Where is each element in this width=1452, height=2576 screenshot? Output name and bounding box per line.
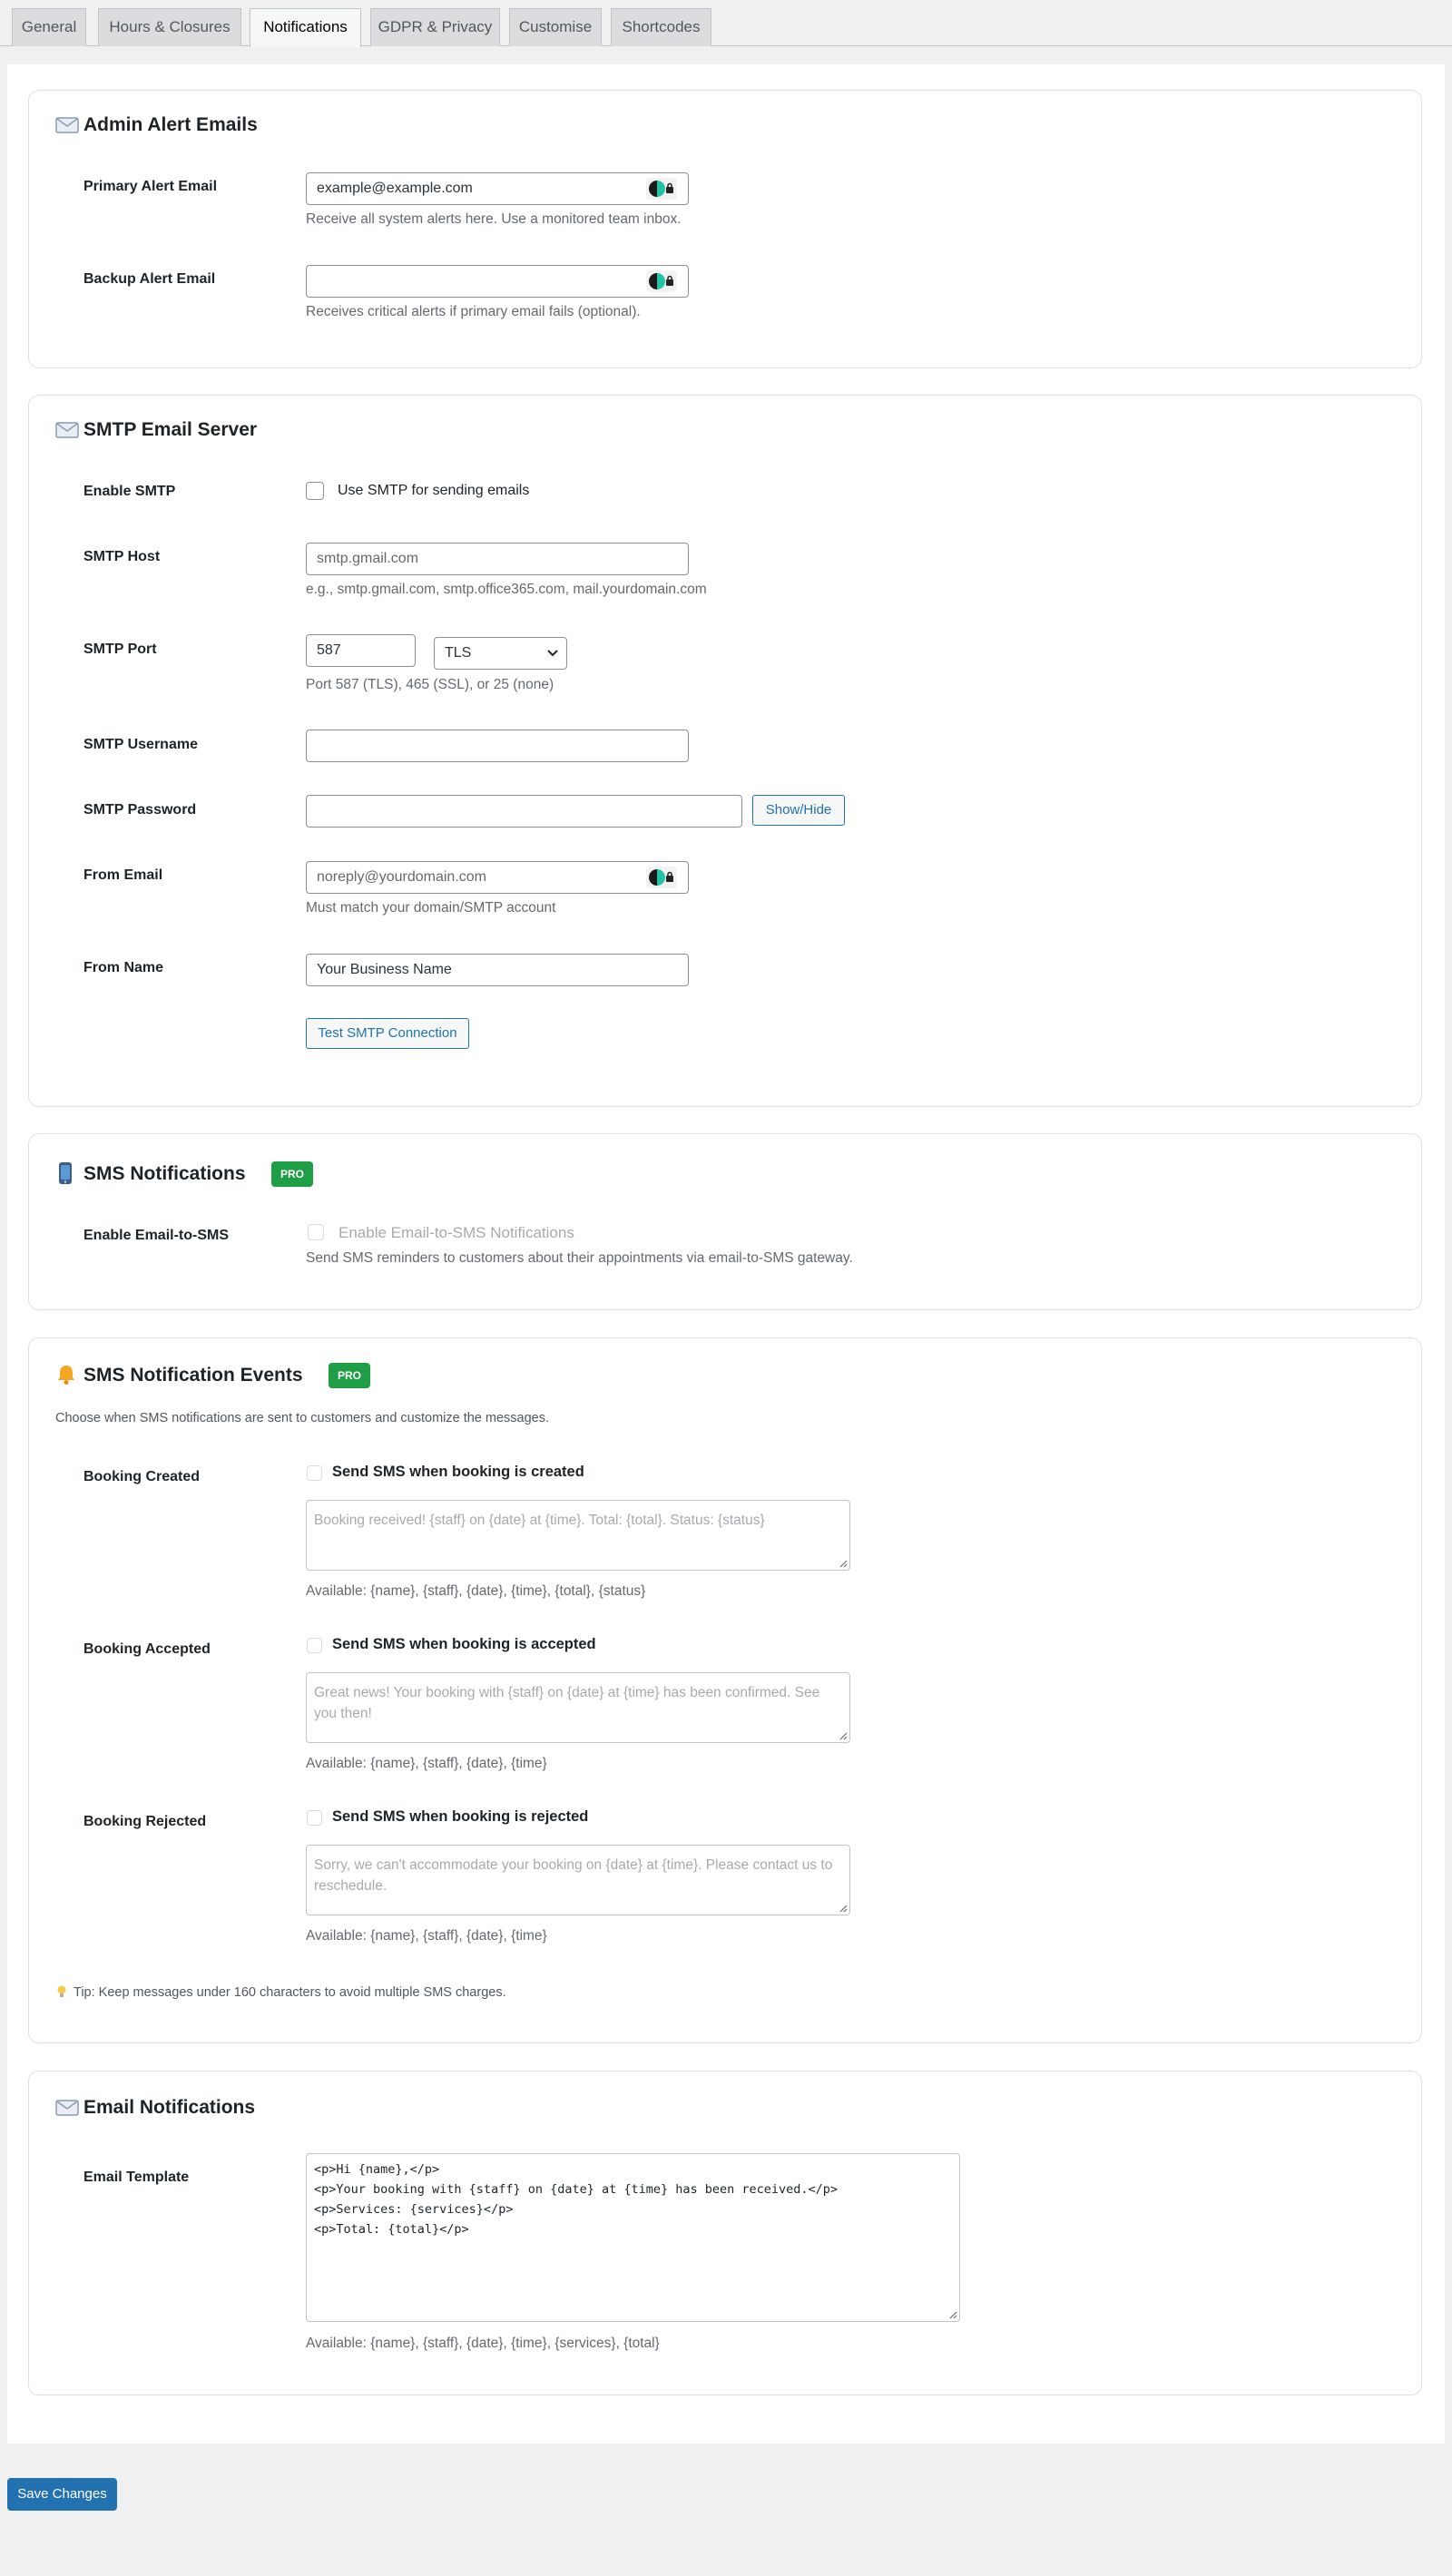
template-line: <p>Total: {total}</p> (314, 2222, 469, 2237)
smtp-username-input[interactable] (306, 730, 689, 762)
booking-accepted-message-textarea[interactable] (306, 1672, 850, 1743)
tab-hours-closures[interactable]: Hours & Closures (98, 8, 241, 46)
smtp-port-label: SMTP Port (83, 642, 157, 657)
from-email-label: From Email (83, 867, 163, 883)
template-line: <p>Hi {name},</p> (314, 2162, 440, 2177)
smtp-port-input[interactable]: 587 (306, 634, 416, 667)
booking-created-checkbox-label[interactable]: Send SMS when booking is created (332, 1464, 584, 1480)
bell-icon (56, 1364, 76, 1386)
email-notifications-card (28, 2071, 1422, 2395)
booking-created-available: Available: {name}, {staff}, {date}, {time}, {total}, {status} (306, 1583, 646, 1599)
booking-rejected-message-textarea[interactable] (306, 1845, 850, 1915)
card-title: SMTP Email Server (83, 419, 258, 440)
password-manager-icon[interactable] (646, 178, 677, 200)
card-title: SMS Notification Events (83, 1365, 303, 1386)
enable-smtp-checkbox[interactable] (306, 482, 324, 500)
email-template-label: Email Template (83, 2170, 190, 2185)
test-smtp-connection-button[interactable]: Test SMTP Connection (306, 1018, 469, 1049)
password-manager-icon[interactable] (646, 270, 677, 292)
enable-smtp-checkbox-label[interactable]: Use SMTP for sending emails (338, 483, 530, 498)
backup-alert-email-input[interactable] (306, 265, 689, 298)
primary-alert-email-input[interactable]: example@example.com (306, 172, 689, 205)
booking-rejected-checkbox-label[interactable]: Send SMS when booking is rejected (332, 1808, 589, 1825)
booking-rejected-label: Booking Rejected (83, 1814, 207, 1829)
settings-tabs (0, 0, 1452, 46)
resize-grip-icon[interactable] (839, 1904, 848, 1913)
smtp-port-help: Port 587 (TLS), 465 (SSL), or 25 (none) (306, 677, 554, 692)
resize-grip-icon[interactable] (839, 1559, 848, 1568)
phone-icon (56, 1161, 74, 1185)
smtp-encryption-value: TLS (445, 645, 472, 661)
from-name-input[interactable]: Your Business Name (306, 954, 689, 986)
password-manager-icon[interactable] (646, 867, 677, 888)
primary-alert-email-label: Primary Alert Email (83, 179, 218, 194)
textarea-placeholder: Booking received! {staff} on {date} at {time}. Total: {total}. Status: {status} (314, 1513, 765, 1528)
pro-badge: PRO (271, 1161, 313, 1187)
email-to-sms-help: Send SMS reminders to customers about their appointments via email-to-SMS gateway. (306, 1250, 853, 1266)
save-changes-button[interactable]: Save Changes (7, 2478, 117, 2511)
lightbulb-icon (57, 1985, 66, 1998)
booking-accepted-label: Booking Accepted (83, 1641, 211, 1657)
booking-created-label: Booking Created (83, 1469, 201, 1484)
email-template-textarea[interactable] (306, 2153, 960, 2322)
smtp-password-input[interactable] (306, 795, 742, 828)
booking-accepted-available: Available: {name}, {staff}, {date}, {time} (306, 1756, 547, 1771)
email-template-available: Available: {name}, {staff}, {date}, {time}, {services}, {total} (306, 2336, 660, 2351)
envelope-icon (55, 116, 79, 134)
smtp-email-server-card (28, 395, 1422, 1107)
smtp-password-label: SMTP Password (83, 802, 197, 818)
textarea-placeholder: Sorry, we can't accommodate your booking on {date} at {time}. Please contact us to reschedule. (314, 1857, 833, 1894)
from-name-label: From Name (83, 960, 164, 975)
card-title: Admin Alert Emails (83, 114, 258, 135)
admin-alert-emails-card (28, 90, 1422, 368)
from-email-help: Must match your domain/SMTP account (306, 900, 556, 916)
primary-alert-email-help: Receive all system alerts here. Use a monitored team inbox. (306, 211, 682, 227)
enable-smtp-label: Enable SMTP (83, 484, 176, 499)
card-title: SMS Notifications (83, 1163, 246, 1184)
smtp-host-label: SMTP Host (83, 549, 161, 564)
tab-shortcodes[interactable]: Shortcodes (611, 8, 711, 46)
envelope-icon (55, 421, 79, 439)
booking-rejected-checkbox[interactable] (307, 1810, 322, 1826)
settings-panel (7, 64, 1445, 2444)
sms-tip: Tip: Keep messages under 160 characters to avoid multiple SMS charges. (74, 1985, 506, 2000)
card-title: Email Notifications (83, 2097, 256, 2118)
textarea-placeholder: Great news! Your booking with {staff} on {date} at {time} has been confirmed. See you then! (314, 1685, 820, 1721)
sms-events-description: Choose when SMS notifications are sent to customers and customize the messages. (55, 1411, 550, 1425)
tab-customise[interactable]: Customise (509, 8, 602, 46)
booking-created-message-textarea[interactable] (306, 1500, 850, 1571)
booking-accepted-checkbox-label[interactable]: Send SMS when booking is accepted (332, 1636, 596, 1652)
sms-notification-events-card (28, 1337, 1422, 2043)
booking-accepted-checkbox[interactable] (307, 1638, 322, 1653)
sms-notifications-card (28, 1133, 1422, 1310)
smtp-username-label: SMTP Username (83, 737, 198, 752)
show-hide-password-button[interactable]: Show/Hide (752, 795, 845, 826)
envelope-icon (55, 2099, 79, 2117)
tab-general[interactable]: General (12, 8, 86, 46)
smtp-encryption-select[interactable] (434, 637, 567, 670)
booking-created-checkbox[interactable] (307, 1465, 322, 1481)
smtp-host-help: e.g., smtp.gmail.com, smtp.office365.com, mail.yourdomain.com (306, 582, 707, 597)
enable-email-to-sms-checkbox-label[interactable]: Enable Email-to-SMS Notifications (338, 1224, 574, 1241)
tab-gdpr-privacy[interactable]: GDPR & Privacy (370, 8, 500, 46)
smtp-host-input[interactable]: smtp.gmail.com (306, 543, 689, 575)
resize-grip-icon[interactable] (948, 2310, 957, 2319)
enable-email-to-sms-label: Enable Email-to-SMS (83, 1228, 230, 1243)
template-line: <p>Services: {services}</p> (314, 2202, 514, 2217)
enable-email-to-sms-checkbox[interactable] (308, 1224, 324, 1240)
template-line: <p>Your booking with {staff} on {date} at {time} has been received.</p> (314, 2182, 839, 2197)
resize-grip-icon[interactable] (839, 1731, 848, 1740)
from-email-input[interactable]: noreply@yourdomain.com (306, 861, 689, 894)
backup-alert-email-label: Backup Alert Email (83, 271, 216, 287)
chevron-down-icon (547, 650, 558, 657)
booking-rejected-available: Available: {name}, {staff}, {date}, {time} (306, 1928, 547, 1944)
pro-badge: PRO (329, 1363, 370, 1388)
tab-notifications[interactable]: Notifications (250, 8, 361, 47)
backup-alert-email-help: Receives critical alerts if primary email fails (optional). (306, 304, 641, 319)
